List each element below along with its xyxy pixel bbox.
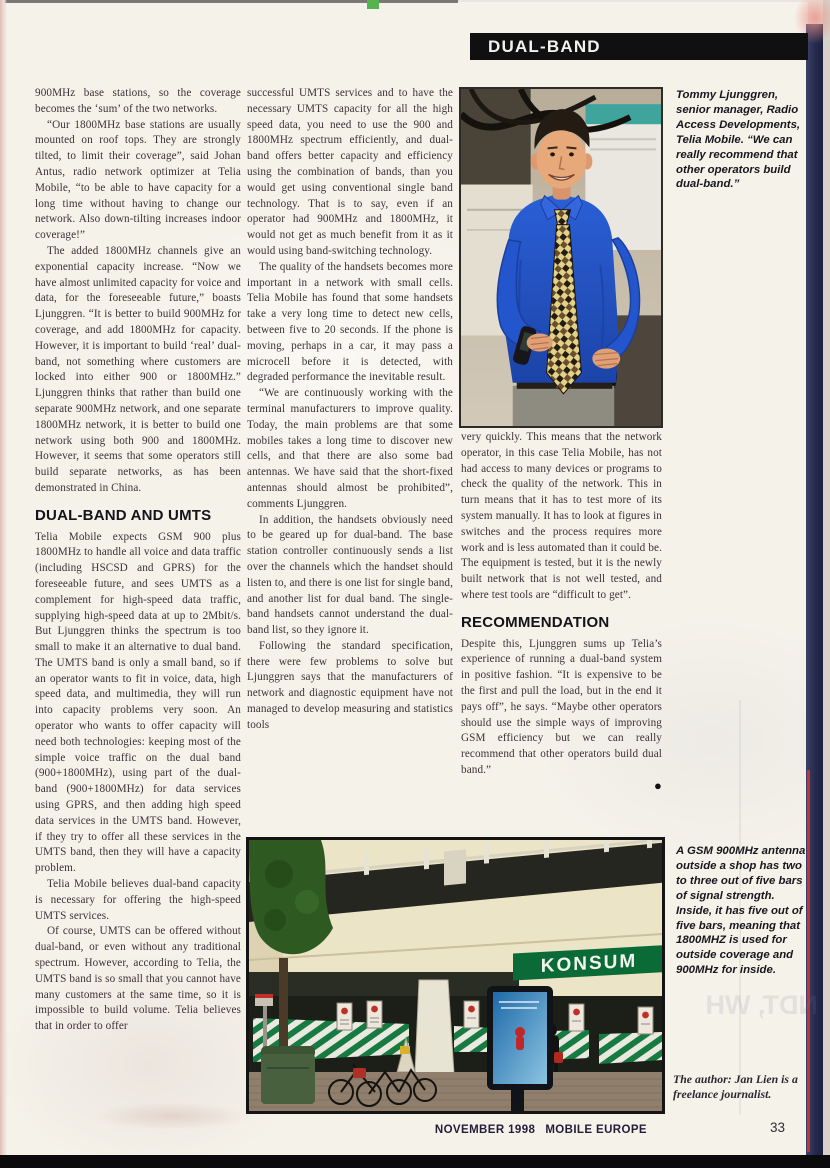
section-header-bar	[470, 33, 808, 60]
body-paragraph: Despite this, Ljunggren sums up Telia’s experience of running a dual-band system in positive fashion. “It is expensive to be the first and pull the load, but in the end it pays off”, he says. “Maybe other operators should use the simple ways of improving GSM efficiency but we can really recommend that other operators build dual band.”	[461, 637, 662, 776]
shop-caption: A GSM 900MHz antenna outside a shop has two to three out of five bars of signal strength. Inside, it has five out of five bars, meaning that 1800MHZ is used for outside coverage and 900MHz for inside.	[676, 845, 806, 977]
subheading-dual-band-and-umts: DUAL-BAND AND UMTS	[35, 506, 212, 524]
page-number: 33	[770, 1120, 786, 1135]
author-note: The author: Jan Lien is a freelance journalist.	[673, 1072, 798, 1101]
portrait-photo-illustration	[461, 89, 661, 426]
article-column-2	[247, 86, 453, 846]
portrait-photo-tommy-ljunggren	[459, 87, 663, 428]
article-column-3	[461, 430, 662, 844]
article-column-1	[35, 86, 241, 1108]
body-paragraph: “Our 1800MHz base stations are usually mounted on roof tops. They are strongly tilted, to limit their coverage”, said Johan Antus, radio network optimizer at Telia Mobile, “to be able to have capacity for a long time without having to change our network. Also down-tilting increases indoor coverage!”	[35, 118, 241, 242]
body-paragraph: “We are continuously working with the terminal manufacturers to improve quality. Today, the main problems are that some mobiles takes a long time to discover new cells, and that there are also some bad antennas. We have said that the short-fixed antennas should almost be prohibited”, comments Ljunggren.	[247, 387, 453, 510]
scan-left-edge	[0, 0, 7, 1168]
scan-top-edge	[0, 0, 458, 3]
body-paragraph: The quality of the handsets becomes more important in a network with small cells. Telia Mobile has found that some handsets take a very long time to detect new cells, between five to 20 seconds. If the phone is moving, perhaps in a car, it may pass a microcell before it is detected, with degraded performance the inevitable result.	[247, 260, 453, 384]
article-end-bullet: ●	[654, 777, 662, 793]
bottom-black-bar	[0, 1155, 830, 1168]
body-paragraph: Telia Mobile expects GSM 900 plus 1800MHz to handle all voice and data traffic (including HSCSD and GPRS) for the foreseeable future, and sees UMTS as a complement for high-speed data traffic, supplying high-speed data at up to 2Mbit/s. But Ljunggren thinks the spectrum is too small to make it an alternative to dual band. The UMTS band is only a small band, so if an operator wants to fit in voice, data, high speed data, and multimedia, they will run into capacity problems very soon. An operator who wants to offer capacity will need both technologies: keeping most of the simple voice traffic on the dual band (900+1800MHz), using part of the dual-band (900+1800MHz) for data services using GPRS, and then adding high speed data services in the UMTS band. However, if they try to offer all these services in the UMTS band, then they will have a capacity problem.	[35, 530, 241, 875]
scan-right-outer-edge	[823, 0, 830, 1168]
footer-magazine-name: MOBILE EUROPE	[545, 1124, 647, 1136]
footer-line	[417, 1124, 647, 1136]
green-registration-mark	[367, 0, 379, 9]
portrait-caption: Tommy Ljunggren, senior manager, Radio Access Developments, Telia Mobile. “We can really recommend that other operators build dual-band.”	[676, 89, 801, 191]
showthrough-blur	[92, 1102, 252, 1130]
showthrough-text: NDT, WH	[705, 990, 818, 1020]
body-paragraph: 900MHz base stations, so the coverage becomes the ‘sum’ of the two networks.	[35, 87, 241, 115]
subheading-recommendation: RECOMMENDATION	[461, 613, 610, 631]
section-title: DUAL-BAND	[488, 36, 601, 56]
konsum-sign-text: KONSUM	[540, 950, 638, 977]
body-paragraph: successful UMTS services and to have the necessary UMTS capacity for all the high speed data, you need to use the 900 and 1800MHz spectrum efficiently, and dual-band offers better capacity and efficiency using the combination of bands, than you would get using conventional single band technology. That is to say, even if an operator had 900MHz and 1800MHz, it would not get as much benefit from it as it would using band-switching technology.	[247, 87, 453, 257]
body-paragraph: In addition, the handsets obviously need to be geared up for dual-band. The base station controller continuously sends a list over the channels which the handset should listen to, and there is one list for single band, and another list for dual band. The single-band handsets cannot understand the dual-band list, so they ignore it.	[247, 513, 453, 637]
footer-date: NOVEMBER 1998	[434, 1124, 536, 1136]
body-paragraph: Of course, UMTS can be offered without dual-band, or even without any traditional spectrum. However, according to Telia, the UMTS band is so small that you cannot have many customers at the same time, so it is impossible to build volume. Telia believes that in order to offer	[35, 925, 241, 1033]
body-paragraph: The added 1800MHz channels give an exponential capacity increase. “Now we have almost unlimited capacity for voice and data, for the foreseeable future,” boasts Ljunggren. “It is better to build 900MHz for coverage, and add 1800MHz for capacity. However, it is important to build ‘real’ dual-band, not something where customers are locked into either 900 or 1800MHz.” Ljunggren thinks that rather than build one separate 900MHz network, and one separate 1800MHz network, it is better to build one network using both 900 and 1800MHz. However, it seems that some operators still build separate networks, as has been demonstrated in China.	[35, 244, 241, 494]
body-paragraph: Telia Mobile believes dual-band capacity is necessary for offering the high-speed UMTS services.	[35, 878, 241, 922]
shop-photo-illustration	[249, 840, 662, 1111]
body-paragraph: Following the standard specification, there were few problems to solve but Ljunggren says that the manufacturers of network and diagnostic equipment have not managed to develop measuring and statistics tools	[247, 639, 453, 731]
shop-photo-konsum	[246, 837, 665, 1114]
body-paragraph: very quickly. This means that the network operator, in this case Telia Mobile, has not had access to many devices or programs to check the quality of the network. This in turn means that it has to test more of its system manually. It has to look at figures in switches and the process requires more work and is less automated than it could be. The equipment is tested, but it is the newly built network that is not well tested, and where test tools are “difficult to get”.	[461, 431, 662, 601]
